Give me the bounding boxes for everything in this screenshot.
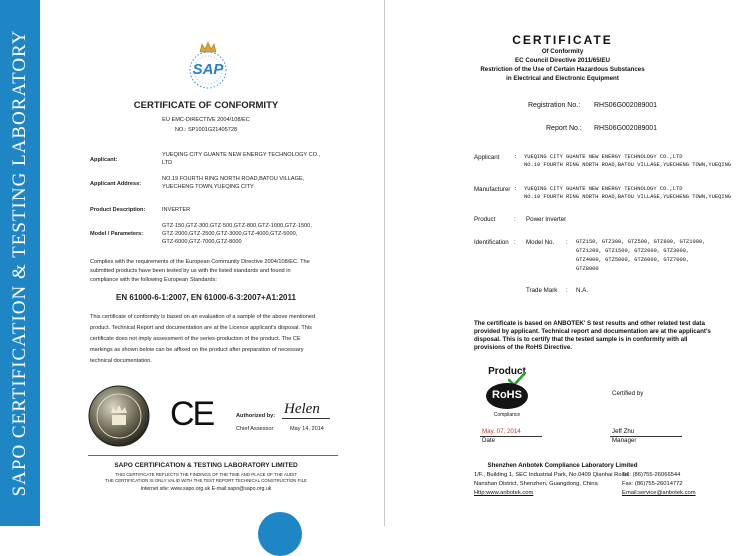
applicant-label: Applicant (474, 154, 500, 161)
body-text-3: certificate does not imply assessment of the series-production of the product. The CE (90, 336, 301, 342)
subtitle-1: Of Conformity (541, 48, 584, 55)
band-text: SAPO CERTIFICATION & TESTING LABORATORY (9, 29, 30, 497)
signer-name: Jeff Zhu (612, 428, 635, 435)
subtitle-2: EC Council Directive 2011/65/EU (515, 57, 610, 64)
anbotek-certificate (386, 0, 739, 526)
official-seal (88, 385, 150, 447)
manufacturer-label: Manufacturer (474, 186, 511, 193)
sapo-certificate (0, 0, 372, 526)
lab-name: Shenzhen Anbotek Compliance Laboratory Limited (487, 462, 638, 469)
signature: Helen (284, 401, 320, 417)
comply-text: Complies with the requirements of the European Community Directive 2004/108/EC. The (90, 259, 310, 265)
lab-email[interactable]: Email:service@anbotek.com (622, 490, 696, 496)
footer-text-2: THE CERTIFICATION IS ONLY VALID WITH THE TEST REPORT TECHNICAL CONSTRUCTION FILE (105, 478, 307, 483)
model-value-3: GTZ-6000,GTZ-7000,GTZ-8000 (162, 239, 242, 245)
issue-date: May 14, 2014 (290, 426, 324, 432)
identification-colon: : (514, 239, 516, 246)
subtitle-3: Restriction of the Use of Certain Hazardous Substances (480, 66, 645, 73)
model-value: GTZ150, GTZ300, GTZ500, GTZ800, GTZ1000, (576, 239, 706, 245)
statement-text-3: disposal. This is to certify that the tested sample is in conformity with all (474, 336, 688, 343)
address-value-2: YUECHENG TOWN,YUEQING CITY (162, 184, 254, 190)
comply-text-3: compliance with the following European Standards: (90, 277, 217, 283)
body-text-4: markings as shown below can be affixed on the product after preparation of necessary (90, 347, 304, 353)
bottom-blue-circle (258, 512, 302, 556)
body-text: This certificate of conformity is based on an evaluation of a sample of the above mentioned (90, 314, 316, 320)
applicant-value-2: NO.19 FOURTH RING NORTH ROAD,BATOU VILLAGE,YUECHENG TOWN,YUEQING (524, 162, 732, 168)
certificate-title: CERTIFICATE OF CONFORMITY (133, 100, 279, 111)
rohs-logo (482, 366, 532, 422)
seal-icon (88, 385, 150, 447)
comply-text-2: submitted products have been tested by us with the listed standards and found in (90, 268, 291, 274)
model-value: GTZ-150,GTZ-300,GTZ-500,GTZ-800,GTZ-1000,GTZ-1500, (162, 223, 312, 229)
certificate-number: NO.: SP1001G21405728 (174, 127, 238, 133)
model-label: Model / Parameters: (90, 231, 144, 237)
footer-text: THIS CERTIFICATE REFLECTS THE FINDINGS OF THE TIME AND PLACE OF THE AUDIT (115, 472, 297, 477)
rohs-product-text: Product (488, 366, 526, 377)
model-value-2: GTZ1200, GTZ1500, GTZ2000, GTZ3000, (576, 248, 690, 254)
logo-text: SAP (192, 61, 224, 78)
model-value-2: GTZ-2000,GTZ-2500,GTZ-3000,GTZ-4000,GTZ-5000, (162, 231, 298, 237)
model-value-4: GTZ8000 (576, 266, 599, 272)
certified-label: Certified by (612, 390, 644, 397)
footer-divider (88, 455, 338, 456)
body-text-5: technical documentation. (90, 358, 152, 364)
trademark-value: N.A. (576, 287, 589, 294)
date-value: May. 07, 2014 (482, 428, 521, 435)
product-label: Product Description: (90, 207, 146, 213)
rohs-compliance-text: Compliance (493, 412, 521, 418)
sap-logo (180, 40, 236, 90)
date-label: Date (482, 437, 496, 444)
manufacturer-value: YUEQING CITY GUANTE NEW ENERGY TECHNOLOGY CO.,LTD (524, 186, 683, 192)
directive-text: EU EMC-DIRECTIVE 2004/108/EC (162, 117, 250, 123)
trademark-label: Trade Mark (526, 287, 558, 294)
product-colon: : (514, 216, 516, 223)
address-value: NO.19 FOURTH RING NORTH ROAD,BATOU VILLAGE, (162, 176, 305, 182)
page-divider (384, 0, 385, 526)
applicant-value: YUEQING CITY GUANTE NEW ENERGY TECHNOLOGY CO., (162, 152, 321, 158)
product-value: Power Inverter (526, 216, 567, 223)
body-text-2: product. Technical Report and documentation are at the Licence applicant's disposal. This (90, 325, 312, 331)
model-value-3: GTZ4000, GTZ5000, GTZ6000, GTZ7000, (576, 257, 690, 263)
applicant-colon: : (514, 154, 518, 160)
applicant-value: YUEQING CITY GUANTE NEW ENERGY TECHNOLOGY CO.,LTD (524, 154, 683, 160)
identification-label: Identification (474, 239, 509, 246)
applicant-label: Applicant: (90, 157, 118, 163)
lab-address-2: Nanshan District, Shenzhen, Guangdong, China (474, 481, 598, 487)
lab-tel: Tel: (86)755-26066544 (622, 472, 681, 478)
product-label: Product (474, 216, 496, 223)
applicant-value-2: LTD (162, 160, 173, 166)
footer-title: SAPO CERTIFICATION & TESTING LABORATORY LIMITED (114, 462, 298, 469)
model-colon: : (566, 239, 568, 246)
signer-title: Manager (612, 437, 637, 444)
report-label: Report No.: (546, 125, 582, 132)
footer-contact: Internet site: www.sapo.org.uk E-mail:sapo@sapo.org.uk (140, 486, 272, 492)
registration-value: RHS06G002089001 (594, 102, 658, 109)
signature-line (282, 418, 330, 419)
rohs-main-text: RoHS (492, 389, 522, 401)
lab-fax: Fax: (86)755-26014772 (622, 481, 683, 487)
assessor-label: Chief Assessor (236, 426, 274, 432)
standards-text: EN 61000-6-1:2007, EN 61000-6-3:2007+A1:2011 (116, 293, 296, 302)
trademark-colon: : (566, 287, 568, 294)
manufacturer-colon: : (514, 186, 518, 192)
lab-website[interactable]: Http:www.anbotek.com (474, 490, 534, 496)
product-value: INVERTER (162, 207, 191, 213)
authorized-label: Authorized by: (236, 413, 276, 419)
address-label: Applicant Address: (90, 181, 142, 187)
statement-text: The certificate is based on ANBOTEK' S test results and other related test data (474, 320, 705, 327)
certificate-title: CERTIFICATE (512, 33, 613, 47)
ce-mark: CE (170, 395, 214, 433)
model-label: Model No. (526, 239, 555, 246)
side-band (0, 0, 40, 526)
subtitle-4: in Electrical and Electronic Equipment (506, 75, 619, 82)
statement-text-4: provisions of the RoHS Directive. (474, 344, 572, 351)
statement-text-2: provided by applicant. Technical report and documentation are at the applicant's (474, 328, 711, 335)
report-value: RHS06G002089001 (594, 125, 658, 132)
registration-label: Registration No.: (528, 102, 581, 109)
lab-address: 1/F., Building 1, SEC Industrial Park, No.0409 Qianhai Road, (474, 472, 630, 478)
manufacturer-value-2: NO.19 FOURTH RING NORTH ROAD,BATOU VILLAGE,YUECHENG TOWN,YUEQING (524, 194, 732, 200)
